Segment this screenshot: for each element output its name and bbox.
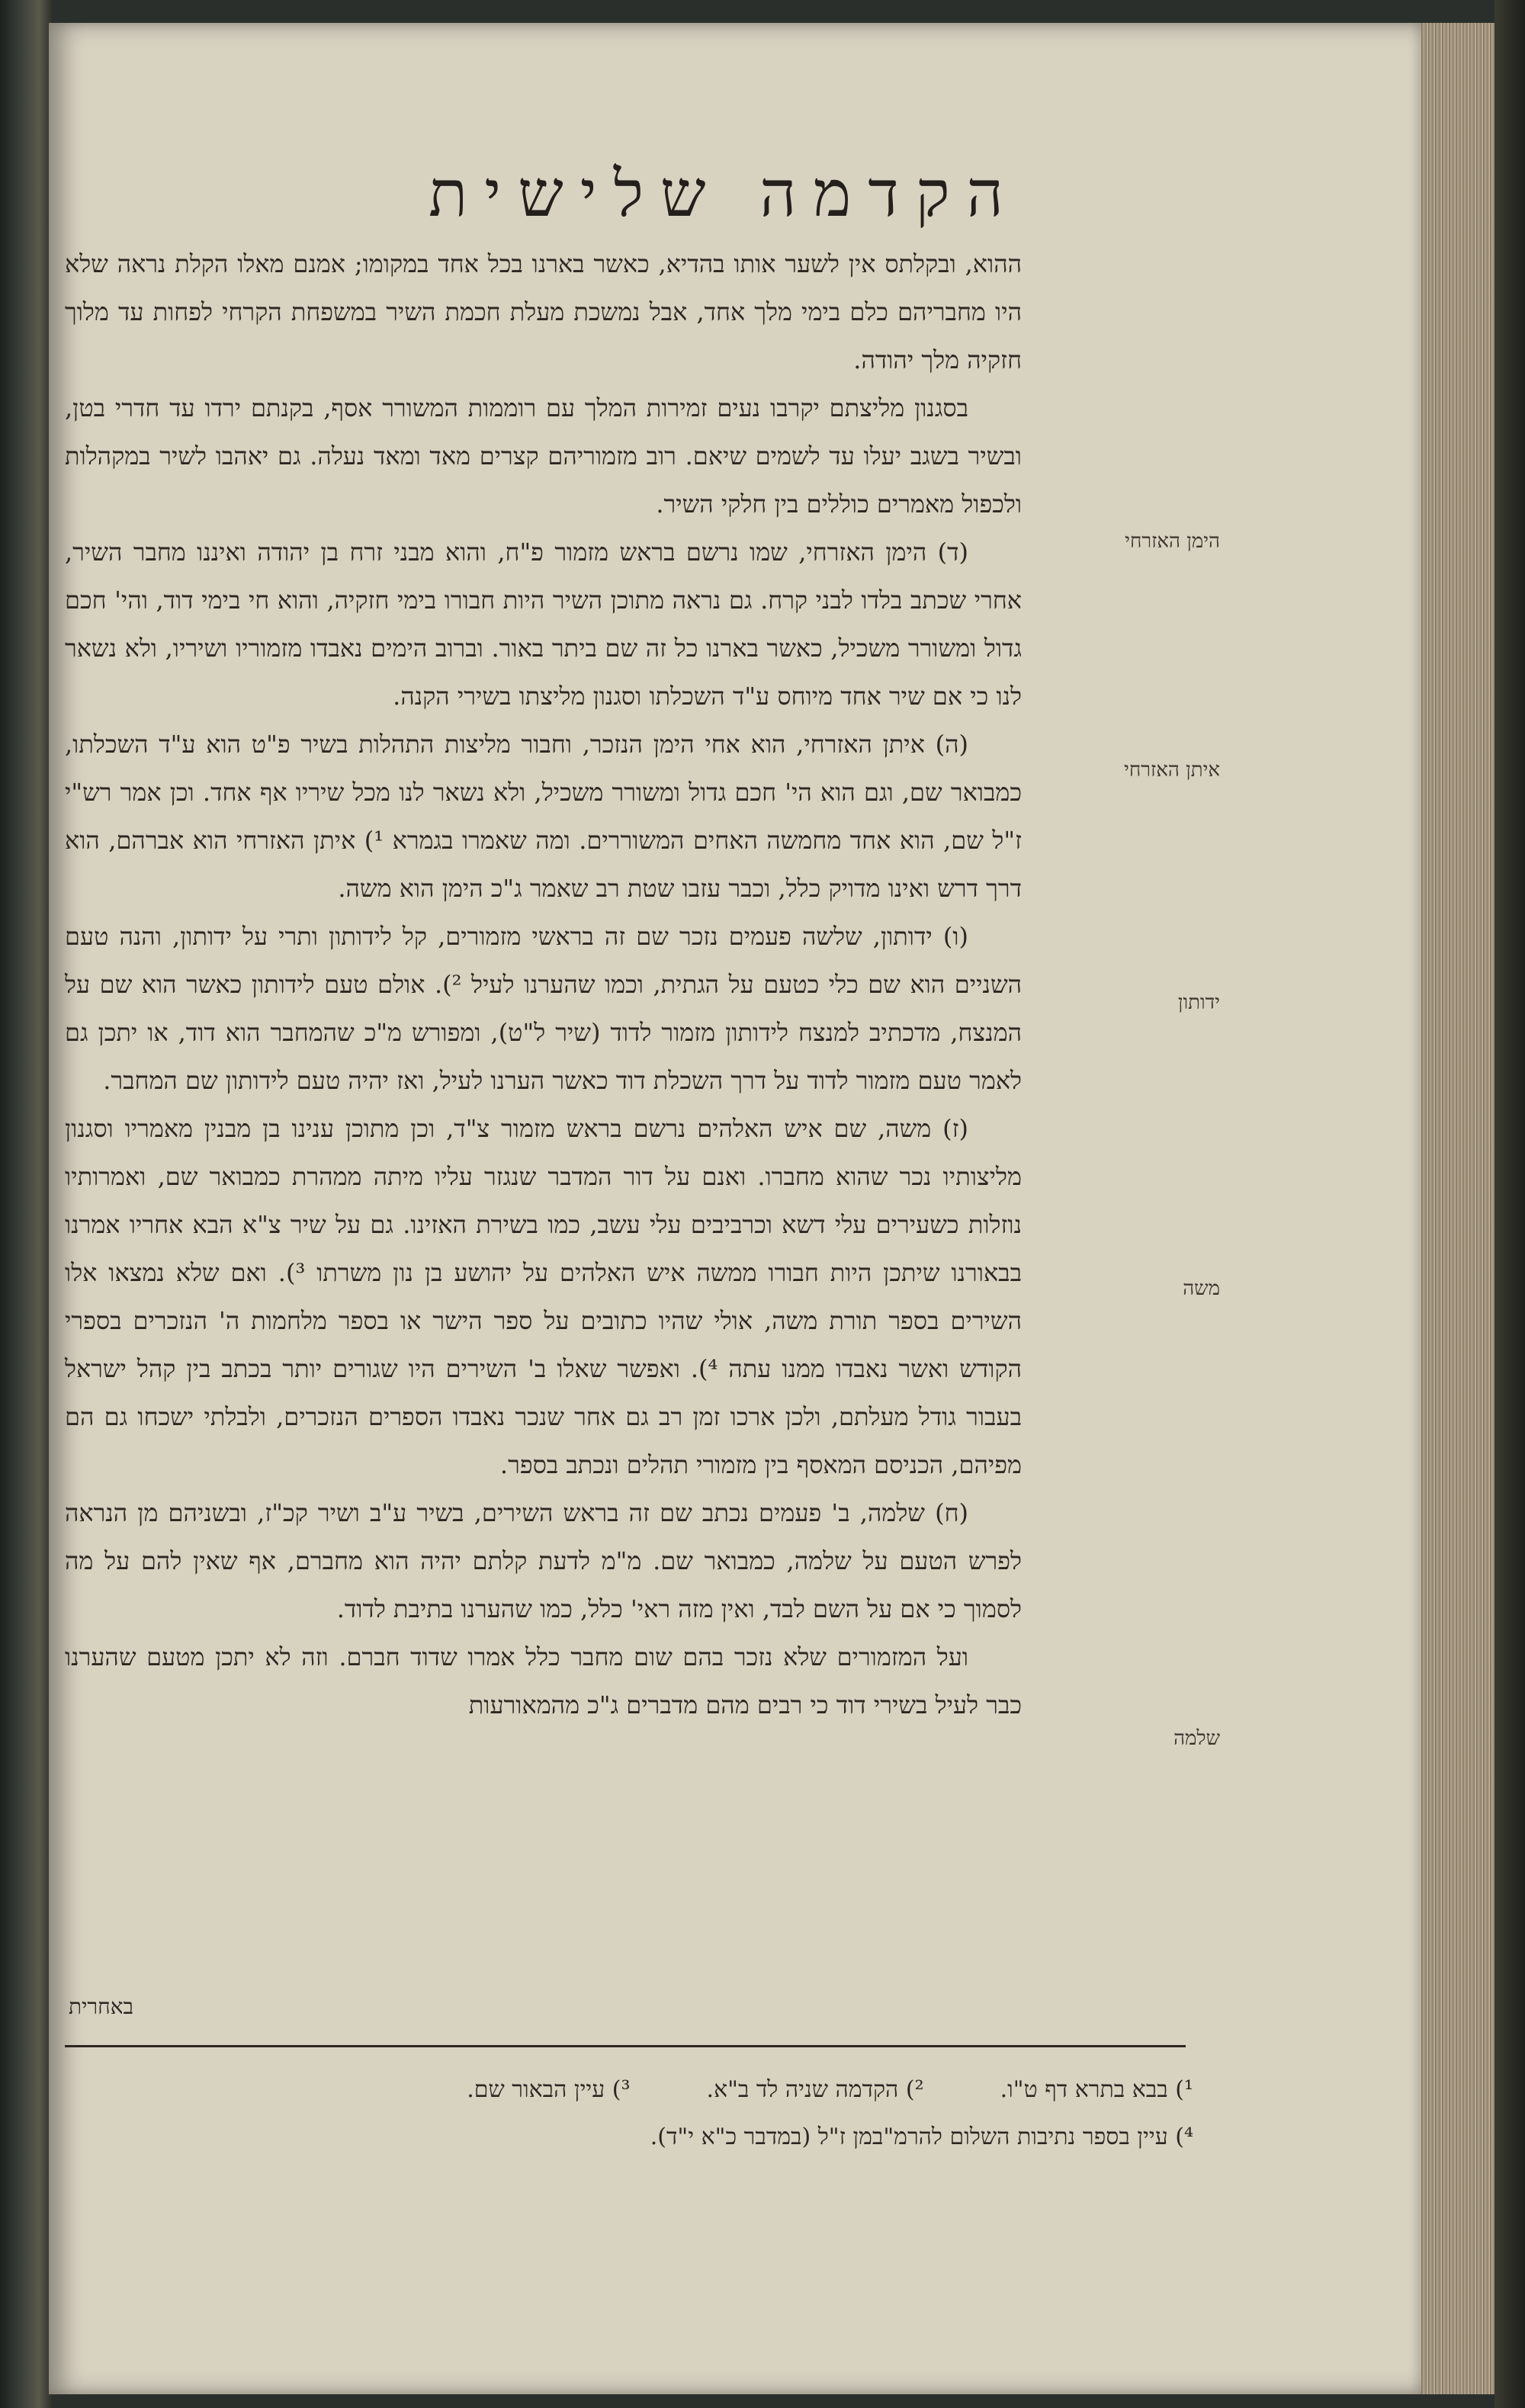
footnotes <box>65 2066 1193 2161</box>
side-note-jeduthun: ידותון <box>1177 991 1220 1014</box>
paragraph-5: (ז) משה, שם איש האלהים נרשם בראש מזמור צ"ד, וכן מתוכן ענינו בן מבנין מאמריו וסגנון מליצותיו נכר שהוא מחברו. ואנם על דור המדבר שנגזר עליו מיתה ממהרת כמבואר שם, ואמרותיו נוזלות כשעירים עלי דשא וכרביבים עלי עשב, כמו בשירת האזינו. גם על שיר צ"א הבא אחריו אמרנו בבאורנו שיתכן היות חבורו ממשה איש האלהים על יהושע בן נון משרתו ³). ואם שלא נמצאו אלו השירים בספר תורת משה, אולי שהיו כתובים על ספר הישר או בספר מלחמות ה' הנזכרים בספרי הקודש ואשר נאבדו ממנו עתה ⁴). ואפשר שאלו ב' השירים היו שגורים יותר בכתב בין קהל ישראל בעבור גודל מעלתם, ולכן ארכו זמן רב גם אחר שנכר נאבדו הספרים הנזכרים, ולבלתי ישכחו גם הם מפיהם, הכניסם המאסף בין מזמורי תהלים ונכתב בספר. <box>65 1114 1023 1479</box>
book-cover-right <box>1494 0 1525 2408</box>
footnote-rule <box>65 2045 1186 2047</box>
catchword: באחרית <box>69 1994 134 2019</box>
footnote-1: ¹) בבא בתרא דף ט"ו. <box>1000 2076 1193 2103</box>
footnote-2: ²) הקדמה שניה לד ב"א. <box>706 2076 924 2103</box>
side-note-solomon: שלמה <box>1173 1727 1220 1750</box>
footnote-line-1 <box>65 2066 1193 2114</box>
side-note-ethan: איתן האזרחי <box>1124 759 1220 782</box>
footnote-3: ³) עיין הבאור שם. <box>467 2076 631 2103</box>
paragraph-4: (ו) ידותון, שלשה פעמים נזכר שם זה בראשי מזמורים, קל לידותון ותרי על ידותון, והנה טעם השניים הוא שם כלי כטעם על הגתית, וכמו שהערנו לעיל ²). אולם טעם לידותון כאשר הוא שם על המנצח, מדכתיב למנצח לידותון מזמור לדוד (שיר ל"ט), ומפורש מ"כ שהמחבר הוא דוד, או יתכן גם לאמר טעם מזמור לדוד על דרך השכלת דוד כאשר הערנו לעיל, ואז יהיה טעם לידותון שם המחבר. <box>65 922 1022 1095</box>
paragraph-3: (ה) איתן האזרחי, הוא אחי הימן הנזכר, וחבור מליצות התהלות בשיר פ"ט הוא ע"ד השכלתו, כמבואר שם, וגם הוא הי' חכם גדול ומשורר משכיל, ולא נשאר לנו מכל שיריו אף אחד. וכן אמר רש"י ז"ל שם, הוא אחד מחמשה האחים המשוררים. ומה שאמרו בגמרא ¹) איתן האזרחי הוא אברהם, הוא דרך דרש ואינו מדויק כלל, וכבר עזבו שטת רב שאמר ג"כ הימן הוא משה. <box>65 730 1023 903</box>
footnote-4: ⁴) עיין בספר נתיבות השלום להרמ"במן ז"ל (במדבר כ"א י"ד). <box>650 2124 1193 2150</box>
side-note-moses: משה <box>1183 1277 1220 1300</box>
paragraph-7: ועל המזמורים שלא נזכר בהם שום מחבר כלל אמרו שדוד חברם. וזה לא יתכן מטעם שהערנו כבר לעיל בשירי דוד כי רבים מהם מדברים ג"כ מהמאורעות <box>65 1642 1022 1719</box>
paragraph-1: בסגנון מליצתם יקרבו נעים זמירות המלך עם רוממות המשורר אסף, בקנתם ירדו עד חדרי בטן, ובשיר בשגב יעלו עד לשמים שיאם. רוב מזמוריהם קצרים מאד ומאד נעלה. גם יאהבו לשיר במקהלות ולכפול מאמרים כוללים בין חלקי השיר. <box>65 393 1022 519</box>
paragraph-2: (ד) הימן האזרחי, שמו נרשם בראש מזמור פ"ח, והוא מבני זרח בן יהודה ואיננו מחבר השיר, אחרי שכתב בלדו לבני קרח. גם נראה מתוכן השיר היות חבורו בימי חזקיה, והוא חי בימי דוד, והי' חכם גדול ומשורר משכיל, כאשר בארנו כל זה שם ביתר באור. וברוב הימים נאבדו מזמוריו ושיריו, ולא נשאר לנו כי אם שיר אחד מיוחס ע"ד השכלתו וסגנון מליצתו בשירי הקנה. <box>65 538 1023 711</box>
paragraph-6: (ח) שלמה, ב' פעמים נכתב שם זה בראש השירים, בשיר ע"ב ושיר קכ"ז, ובשניהם מן הנראה לפרש הטעם על שלמה, כמבואר שם. מ"מ לדעת קלתם יהיה הוא מחברם, אף שאין להם על מה לסמוך כי אם על השם לבד, ואין מזה ראי' כלל, כמו שהערנו בתיבת לדוד. <box>65 1498 1022 1623</box>
body-text <box>65 240 1022 1729</box>
book-binding-left <box>0 0 52 2408</box>
page-fore-edge <box>1421 23 1494 2394</box>
paragraph-0: ההוא, ובקלתס אין לשער אותו בהדיא, כאשר בארנו בכל אחד במקומו; אמנם מאלו הקלת נראה שלא היו מחבריהם כלם בימי מלך אחד, אבל נמשכת מעלת חכמת השיר במשפחת הקרחי לפחות עד מלוך חזקיה מלך יהודה. <box>65 249 1023 374</box>
side-note-heman: הימן האזרחי <box>1125 530 1220 553</box>
page-title: הקדמה שלישית <box>429 156 1020 231</box>
